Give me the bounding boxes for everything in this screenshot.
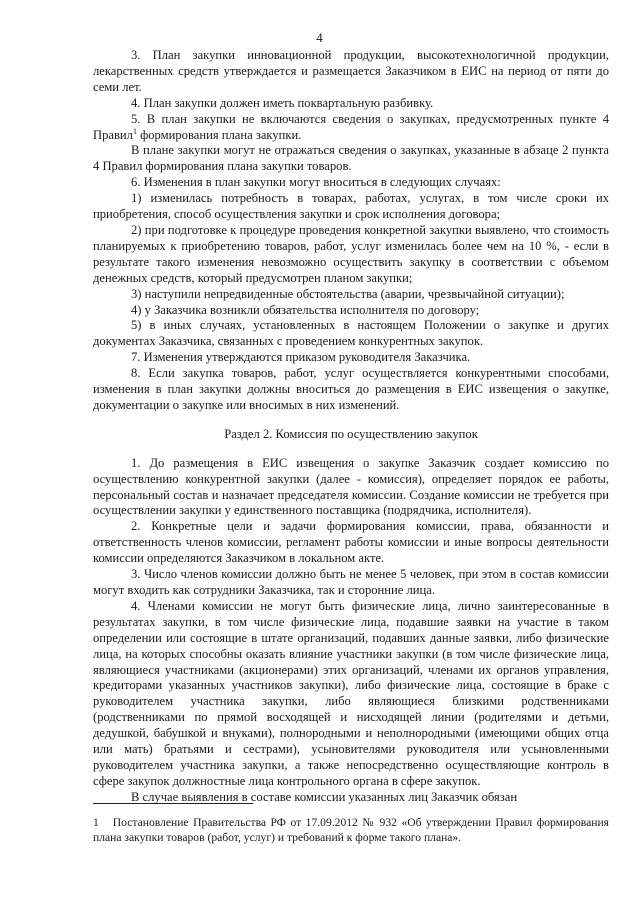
footnote-separator bbox=[93, 803, 253, 804]
footnote-marker: 1 bbox=[93, 816, 99, 829]
section-heading: Раздел 2. Комиссия по осуществлению закупок bbox=[224, 426, 478, 441]
paragraph-commission-size: 3. Число членов комиссии должно быть не менее 5 человек, при этом в состав комиссии могут входить как сотрудники Заказчика, так и сторонние лица. bbox=[93, 567, 609, 597]
paragraph-excluded-info bbox=[93, 112, 609, 144]
paragraph-changes-cases: 6. Изменения в план закупки могут вноситься в следующих случаях: bbox=[131, 175, 501, 190]
document-body bbox=[93, 48, 609, 806]
paragraph-quarterly-breakdown: 4. План закупки должен иметь поквартальную разбивку. bbox=[131, 95, 434, 110]
footnote-reference: 1 bbox=[132, 126, 137, 136]
page-number: 4 bbox=[316, 30, 323, 45]
paragraph-commission-goals: 2. Конкретные цели и задачи формирования комиссии, права, обязанности и ответственность членов комиссии, регламент работы комиссии и иные вопросы деятельности комиссии определяются Заказчиком в локальном акте. bbox=[93, 519, 609, 566]
list-item-5: 5) в иных случаях, установленных в настоящем Положении о закупке и других документах Заказчика, связанных с проведением конкурентных закупок. bbox=[93, 318, 609, 349]
p5-text-before: 5. В план закупки не включаются сведения о закупках, предусмотренных пункте 4 Правил bbox=[93, 111, 609, 142]
paragraph-changes-approval: 7. Изменения утверждаются приказом руководителя Заказчика. bbox=[131, 350, 471, 365]
list-item-2: 2) при подготовке к процедуре проведения конкретной закупки выявлено, что стоимость планируемых к приобретению товаров, работ, услуг изменилась более чем на 10 %, - если в результате такого изменения невозможно осуществить закупку в соответствии с объемом денежных средств, который предусмотрен планом закупки; bbox=[93, 222, 609, 285]
list-item-4: 4) у Заказчика возникли обязательства исполнителя по договору; bbox=[131, 302, 480, 317]
footnote-text: Постановление Правительства РФ от 17.09.2012 № 932 «Об утверждении Правил формирования плана закупки товаров (работ, услуг) и требований к форме такого плана». bbox=[93, 816, 609, 844]
paragraph-commission-members: 4. Членами комиссии не могут быть физические лица, лично заинтересованные в результатах закупки, в том числе физические лица, подавшие заявки на участие в таком определении или состоящие в штате организаций, подавших данные заявки, либо физические лица, на которых способны оказать влияние участники закупки (в том числе физические лица, являющиеся участниками (акционерами) этих организаций, членами их органов управления, кредиторами указанных участников закупки), либо физические лица, состоящие в браке с руководителем участника закупки, либо являющиеся близкими родственниками (родственниками по прямой восходящей и нисходящей линии (родителями и детьми, дедушкой, бабушкой и внуками), полнородными и неполнородными (имеющими общих отца или мать) братьями и сестрами), усыновителями руководителя или усыновленными руководителем участника закупки, а также непосредственно осуществляющие контроль в сфере закупок должностные лица контрольного органа в сфере закупок. bbox=[93, 598, 609, 788]
paragraph-commission-creation: 1. До размещения в ЕИС извещения о закупке Заказчик создает комиссию по осуществлению конкурентной закупки (далее - комиссия), определяет порядок ее работы, персональный состав и назначает председателя комиссии. Создание комиссии не требуется при осуществлении закупки у единственного поставщика (подрядчика, исполнителя). bbox=[93, 455, 609, 518]
paragraph-changes-timing: 8. Если закупка товаров, работ, услуг осуществляется конкурентными способами, изменения в план закупки должны вноситься до размещения в ЕИС извещения о закупке, документации о закупке или вносимых в них изменений. bbox=[93, 366, 609, 412]
paragraph-not-reflected: В плане закупки могут не отражаться сведения о закупках, указанные в абзаце 2 пункта 4 Правил формирования плана закупки товаров. bbox=[93, 143, 609, 174]
paragraph-case-detection: В случае выявления в составе комиссии указанных лиц Заказчик обязан bbox=[131, 789, 518, 804]
p5-text-after: формирования плана закупки. bbox=[136, 127, 302, 142]
footnote bbox=[93, 815, 609, 845]
list-item-3: 3) наступили непредвиденные обстоятельства (аварии, чрезвычайной ситуации); bbox=[131, 286, 565, 301]
paragraph-plan-innovative: 3. План закупки инновационной продукции, высокотехнологичной продукции, лекарственных средств утверждается и размещается Заказчиком в ЕИС на период от пяти до семи лет. bbox=[93, 48, 609, 94]
list-item-1: 1) изменилась потребность в товарах, работах, услугах, в том числе сроки их приобретения, способ осуществления закупки и срок исполнения договора; bbox=[93, 191, 609, 222]
